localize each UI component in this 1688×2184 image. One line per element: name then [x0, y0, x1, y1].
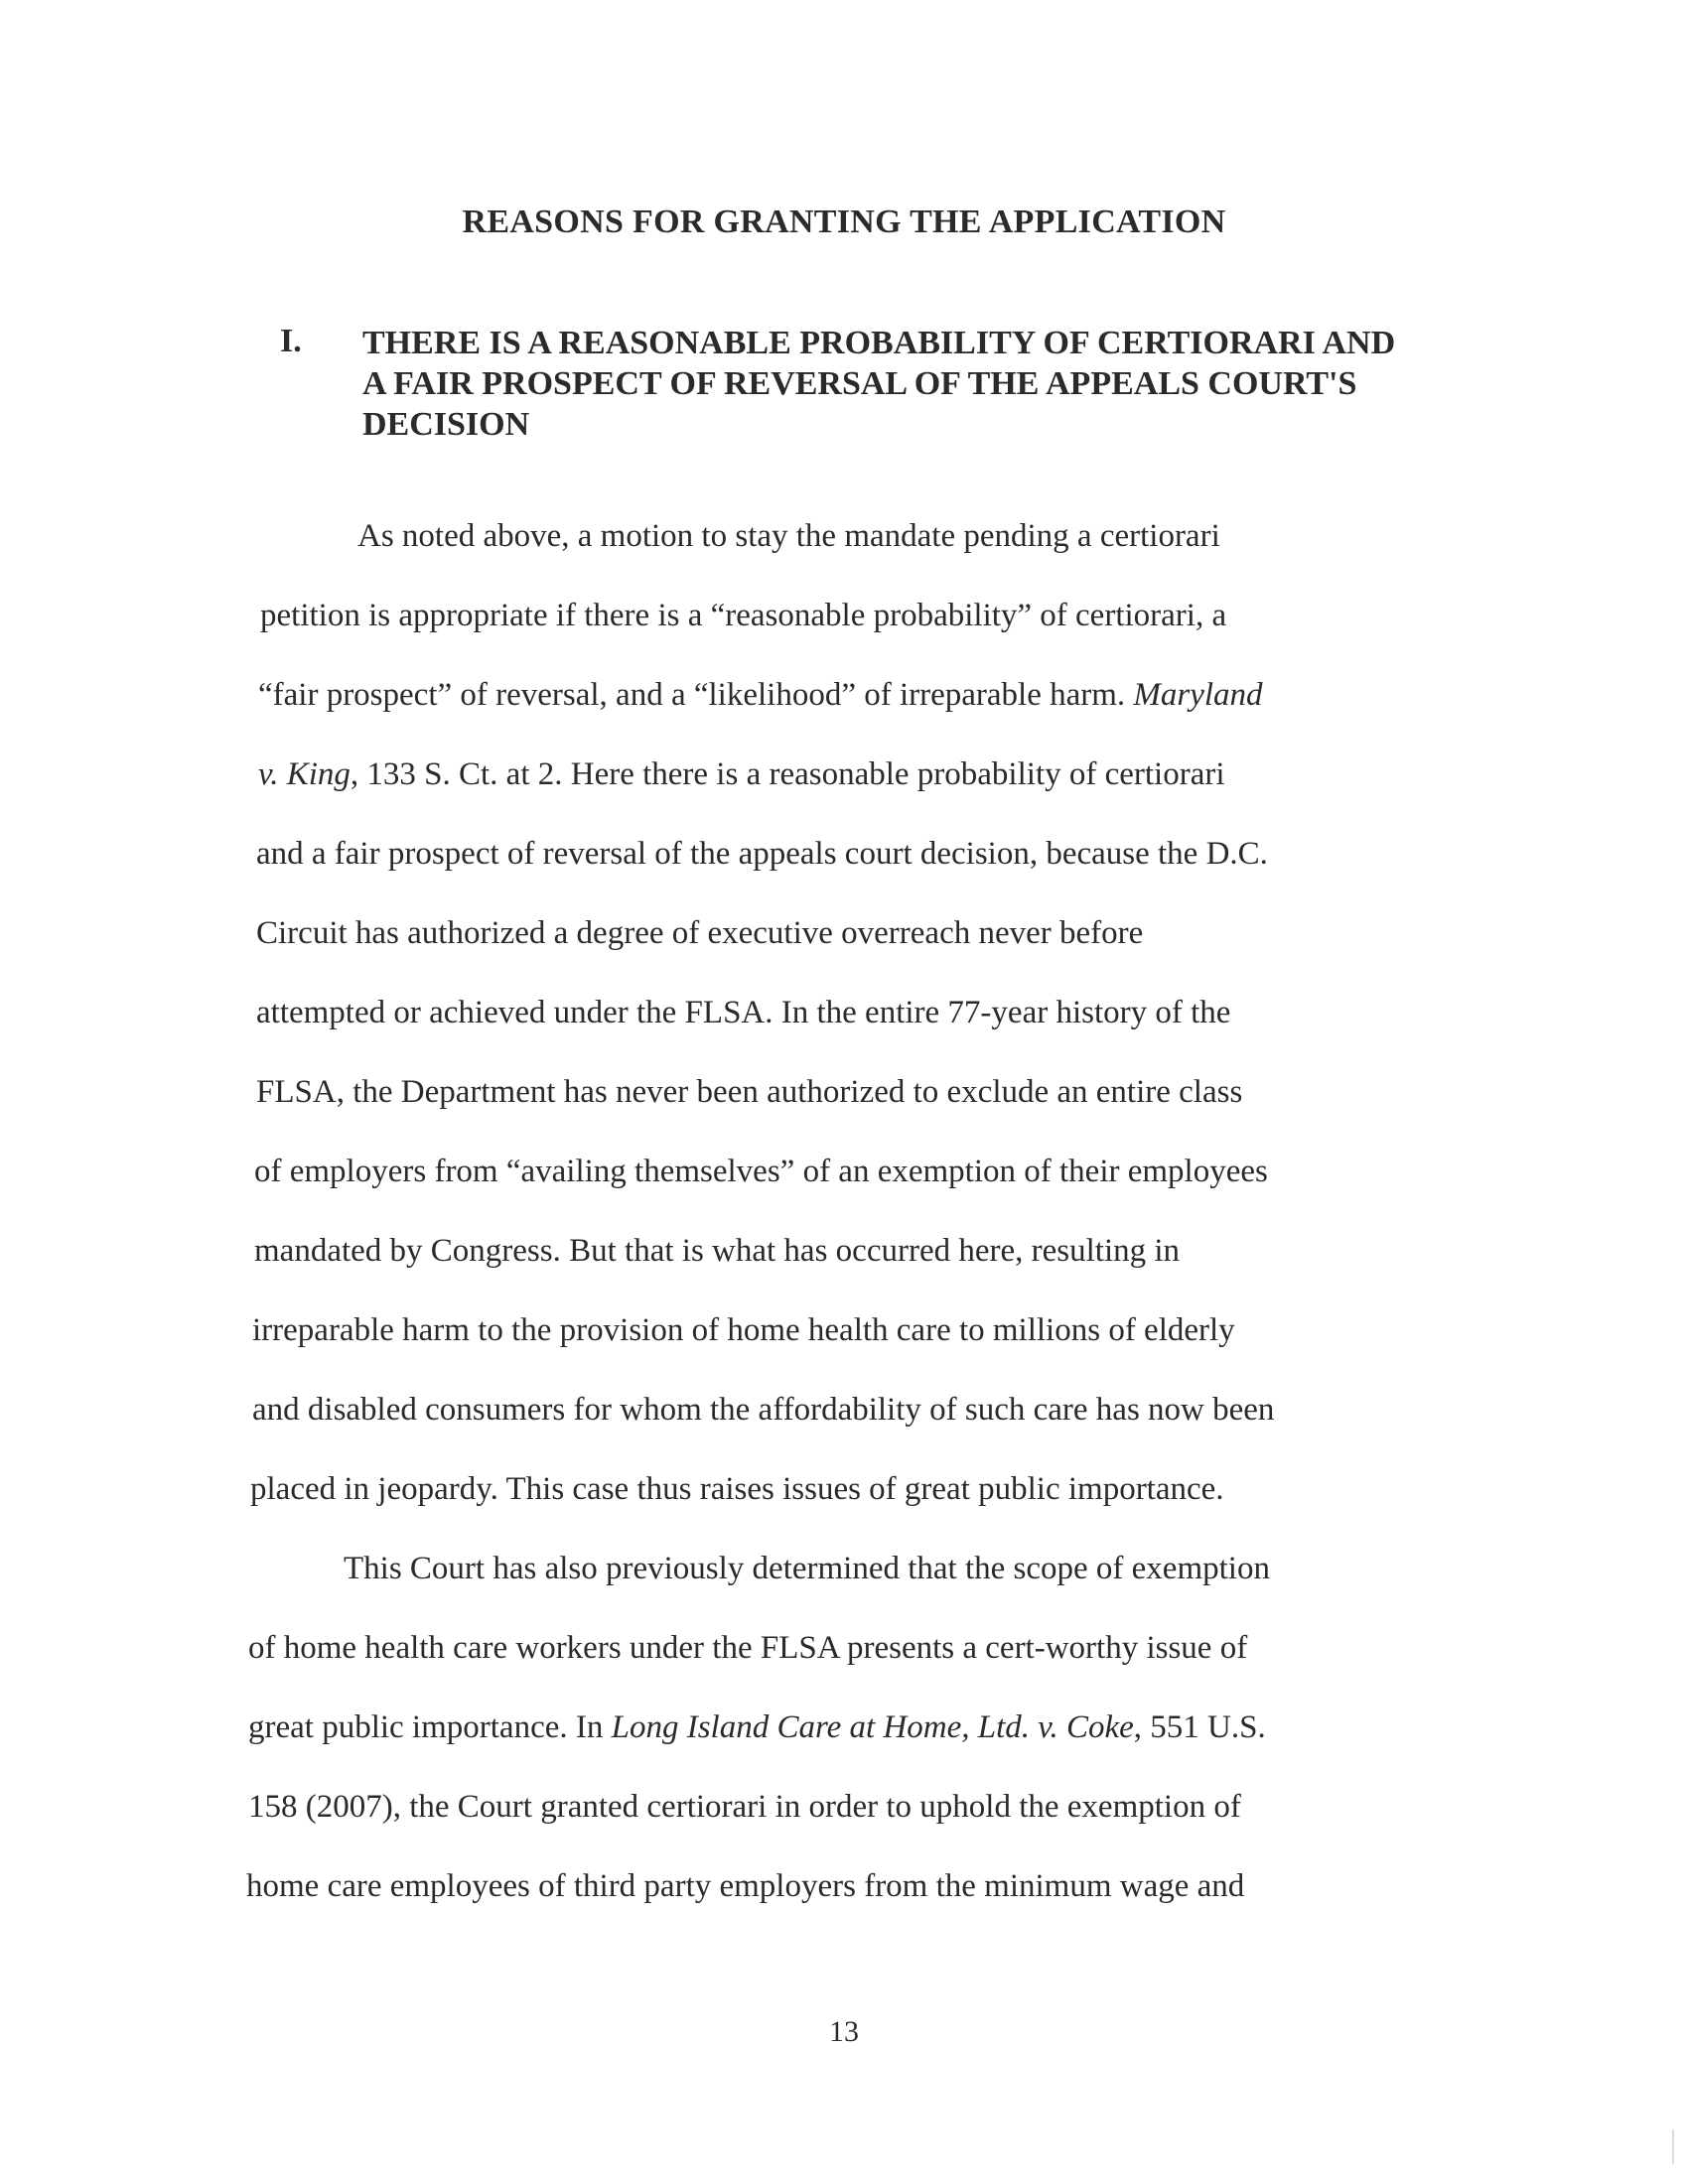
page-title: REASONS FOR GRANTING THE APPLICATION	[462, 204, 1226, 240]
text-line: Circuit has authorized a degree of executive overreach never before	[256, 915, 1144, 951]
text-line: “fair prospect” of reversal, and a “likelihood” of irreparable harm. Maryland	[258, 677, 1263, 713]
case-citation: Long Island Care at Home, Ltd. v. Coke	[611, 1709, 1134, 1745]
text-line: placed in jeopardy. This case thus raises issues of great public importance.	[250, 1471, 1224, 1507]
text-line: This Court has also previously determined that the scope of exemption	[344, 1551, 1270, 1586]
section-number: I.	[280, 323, 302, 359]
text-line: FLSA, the Department has never been authorized to exclude an entire class	[256, 1074, 1243, 1110]
text-line: irreparable harm to the provision of home health care to millions of elderly	[252, 1312, 1235, 1348]
text-line: of employers from “availing themselves” of an exemption of their employees	[254, 1154, 1268, 1189]
text-line: of home health care workers under the FLSA presents a cert-worthy issue of	[248, 1630, 1248, 1666]
text-line: and a fair prospect of reversal of the appeals court decision, because the D.C.	[256, 836, 1268, 872]
text-line: great public importance. In Long Island Care at Home, Ltd. v. Coke, 551 U.S.	[248, 1709, 1266, 1745]
text-line: and disabled consumers for whom the affordability of such care has now been	[252, 1392, 1275, 1428]
text-line: petition is appropriate if there is a “reasonable probability” of certiorari, a	[260, 598, 1227, 633]
page-number: 13	[829, 2015, 859, 2048]
text-line: As noted above, a motion to stay the mandate pending a certiorari	[357, 518, 1220, 554]
text-line: home care employees of third party employers from the minimum wage and	[246, 1868, 1245, 1904]
section-heading-text: THERE IS A REASONABLE PROBABILITY OF CERTIORARI AND A FAIR PROSPECT OF REVERSAL OF THE APPEALS COURT'S DECISION	[362, 325, 1396, 443]
text-line: attempted or achieved under the FLSA. In the entire 77-year history of the	[256, 995, 1231, 1030]
scan-edge-mark	[1672, 2129, 1674, 2164]
text-line: mandated by Congress. But that is what has occurred here, resulting in	[254, 1233, 1181, 1269]
text-line: 158 (2007), the Court granted certiorari in order to uphold the exemption of	[248, 1789, 1241, 1825]
text-line: v. King, 133 S. Ct. at 2. Here there is a reasonable probability of certiorari	[258, 756, 1225, 792]
case-citation: v. King	[258, 756, 351, 792]
case-citation: Maryland	[1133, 677, 1263, 713]
